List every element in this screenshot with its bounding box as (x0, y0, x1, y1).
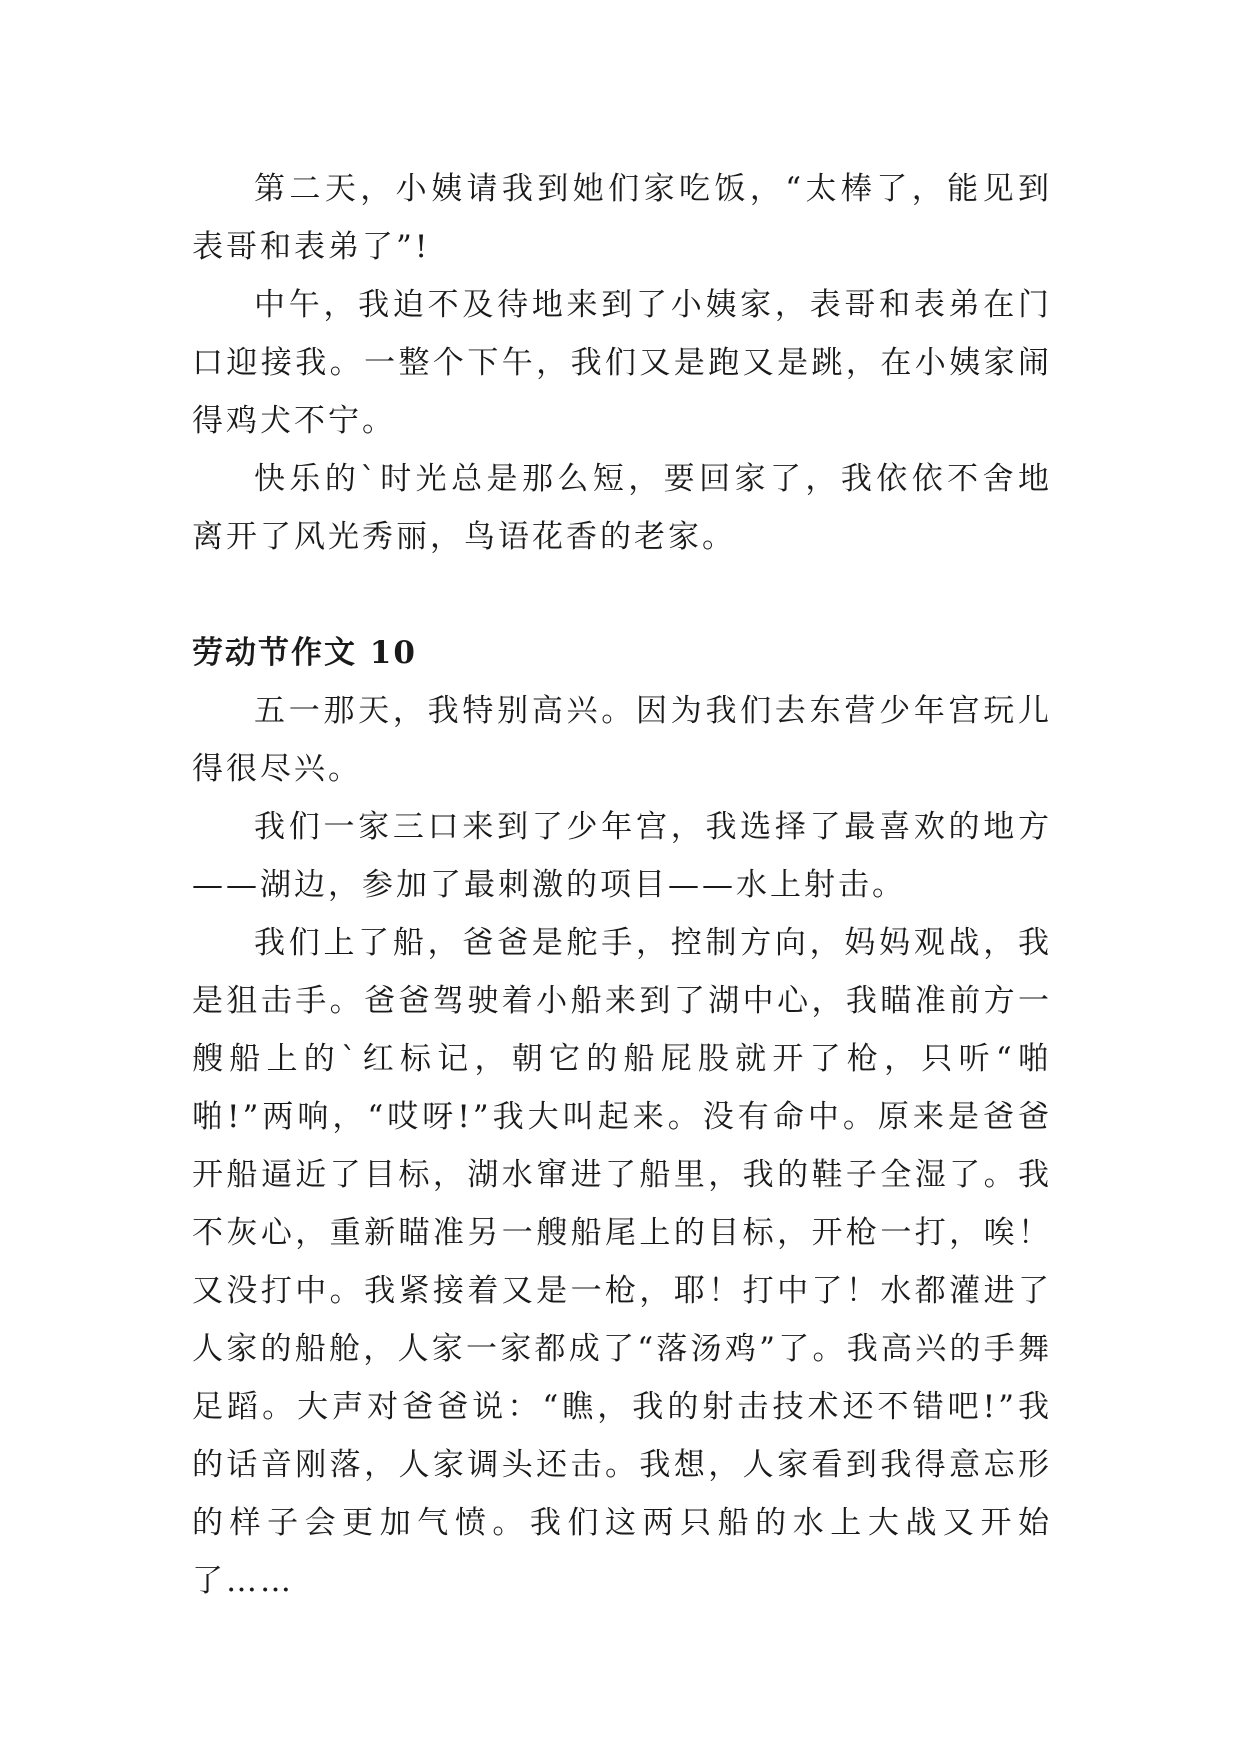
paragraph: 中午，我迫不及待地来到了小姨家，表哥和表弟在门口迎接我。一整个下午，我们又是跑又是跳，在小姨家闹得鸡犬不宁。 (192, 287, 1052, 439)
paragraph: 五一那天，我特别高兴。因为我们去东营少年宫玩儿得很尽兴。 (192, 693, 1052, 787)
document-body (192, 160, 1052, 1610)
section-gap (192, 566, 1052, 624)
paragraph: 我们上了船，爸爸是舵手，控制方向，妈妈观战，我是狙击手。爸爸驾驶着小船来到了湖中心，我瞄准前方一艘船上的`红标记，朝它的船屁股就开了枪，只听“啪啪!”两响，“哎呀!”我大叫起来。没有命中。原来是爸爸开船逼近了目标，湖水窜进了船里，我的鞋子全湿了。我不灰心，重新瞄准另一艘船尾上的目标，开枪一打，唉！又没打中。我紧接着又是一枪，耶！打中了！水都灌进了人家的船舱，人家一家都成了“落汤鸡”了。我高兴的手舞足蹈。大声对爸爸说：“瞧，我的射击技术还不错吧!”我的话音刚落，人家调头还击。我想，人家看到我得意忘形的样子会更加气愤。我们这两只船的水上大战又开始了…… (192, 925, 1052, 1599)
paragraph: 快乐的`时光总是那么短，要回家了，我依依不舍地离开了风光秀丽，鸟语花香的老家。 (192, 461, 1052, 555)
paragraph: 第二天，小姨请我到她们家吃饭，“太棒了，能见到表哥和表弟了”! (192, 171, 1052, 265)
section-title: 劳动节作文 10 (192, 635, 417, 671)
paragraph: 我们一家三口来到了少年宫，我选择了最喜欢的地方——湖边，参加了最刺激的项目——水上射击。 (192, 809, 1052, 903)
